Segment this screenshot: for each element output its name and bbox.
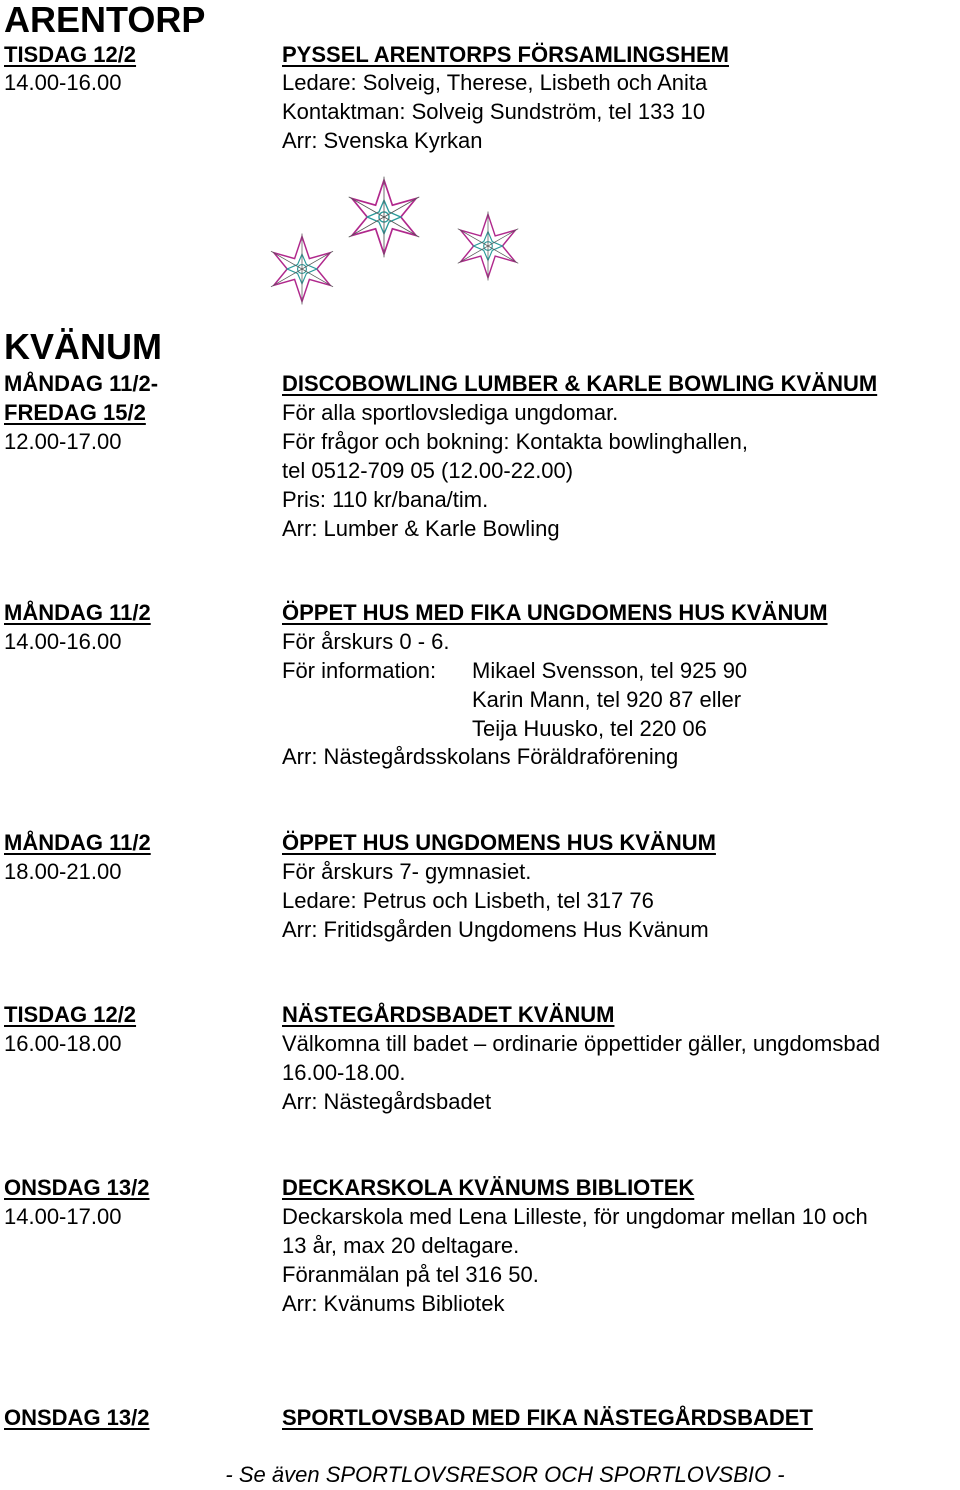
- section-heading-kvanum: KVÄNUM: [4, 326, 162, 367]
- event-details: För alla sportlovslediga ungdomar. För frågor och bokning: Kontakta bowlinghallen, tel 0512-709 05 (12.00-22.00) Pris: 110 kr/bana/tim. Arr: Lumber & Karle Bowling: [282, 400, 748, 541]
- event-title: NÄSTEGÅRDSBADET KVÄNUM: [282, 1002, 615, 1027]
- event-time: 16.00-18.00: [4, 1031, 122, 1056]
- event-title: ÖPPET HUS MED FIKA UNGDOMENS HUS KVÄNUM: [282, 600, 828, 625]
- event-details: För årskurs 7- gymnasiet. Ledare: Petrus och Lisbeth, tel 317 76 Arr: Fritidsgården Ungdomens Hus Kvänum: [282, 859, 709, 942]
- event-day: ONSDAG 13/2: [4, 1175, 150, 1200]
- event-day: MÅNDAG 11/2: [4, 830, 151, 855]
- snowflake-icon: [265, 232, 339, 306]
- event-time: 14.00-16.00: [4, 70, 122, 95]
- event-time: 14.00-17.00: [4, 1204, 122, 1229]
- event-title: SPORTLOVSBAD MED FIKA NÄSTEGÅRDSBADET: [282, 1405, 813, 1430]
- event-day: MÅNDAG 11/2: [4, 600, 151, 625]
- event-day: ONSDAG 13/2: [4, 1405, 150, 1430]
- event-day: FREDAG 15/2: [4, 400, 146, 425]
- snowflake-icon: [452, 210, 524, 282]
- event-time: 14.00-16.00: [4, 629, 122, 654]
- event-details: Deckarskola med Lena Lilleste, för ungdomar mellan 10 och 13 år, max 20 deltagare. Föranmälan på tel 316 50. Arr: Kvänums Bibliotek: [282, 1204, 868, 1316]
- info-label: För information:: [282, 658, 437, 683]
- event-details: Ledare: Solveig, Therese, Lisbeth och Anita Kontaktman: Solveig Sundström, tel 133 10 Arr: Svenska Kyrkan: [282, 70, 708, 153]
- event-title: PYSSEL ARENTORPS FÖRSAMLINGSHEM: [282, 42, 729, 67]
- event-day: TISDAG 12/2: [4, 1002, 137, 1027]
- event-details: Välkomna till badet – ordinarie öppettider gäller, ungdomsbad 16.00-18.00. Arr: Nästegårdsbadet: [282, 1031, 881, 1114]
- event-day: TISDAG 12/2: [4, 42, 137, 67]
- contact-list: Mikael Svensson, tel 925 90 Karin Mann, tel 920 87 eller Teija Huusko, tel 220 06: [472, 658, 748, 741]
- event-time: 18.00-21.00: [4, 859, 122, 884]
- event-title: ÖPPET HUS UNGDOMENS HUS KVÄNUM: [282, 830, 716, 855]
- event-time: 12.00-17.00: [4, 429, 122, 454]
- event-detail: För årskurs 0 - 6.: [282, 629, 450, 654]
- event-title: DECKARSKOLA KVÄNUMS BIBLIOTEK: [282, 1175, 695, 1200]
- snowflake-icon: [342, 175, 426, 259]
- event-day: MÅNDAG 11/2-: [4, 371, 159, 396]
- footer-note: - Se även SPORTLOVSRESOR OCH SPORTLOVSBIO -: [225, 1462, 785, 1487]
- event-title: DISCOBOWLING LUMBER & KARLE BOWLING KVÄNUM: [282, 371, 878, 396]
- section-heading-arentorp: ARENTORP: [4, 0, 206, 40]
- event-organizer: Arr: Nästegårdsskolans Föräldraförening: [282, 744, 679, 769]
